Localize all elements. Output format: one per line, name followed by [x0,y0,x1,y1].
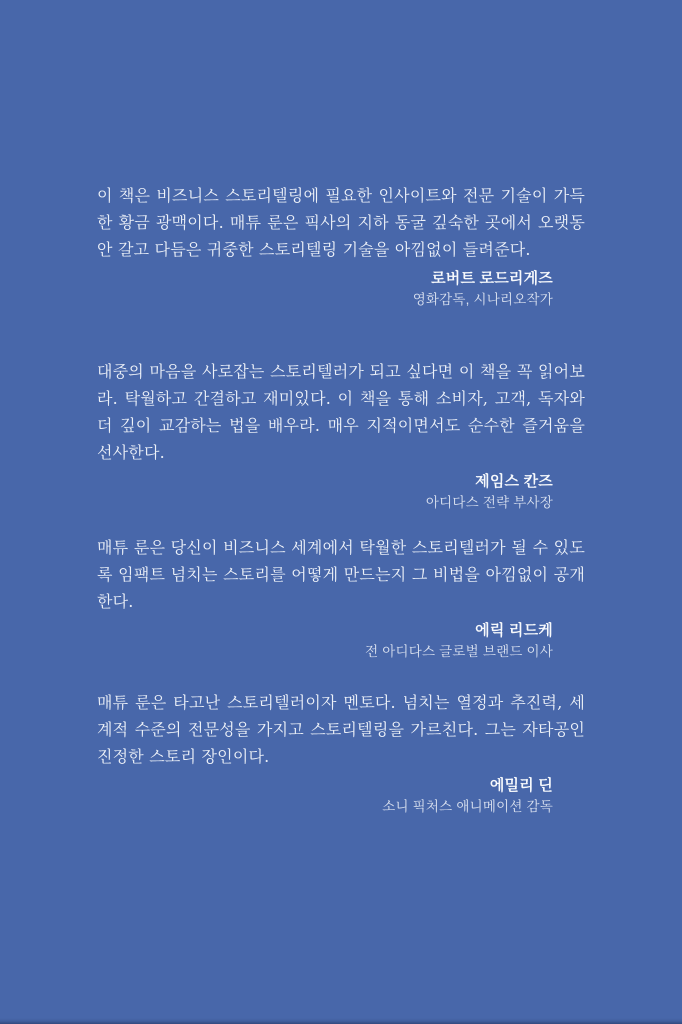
testimonial-block-4 [97,689,585,818]
testimonial-author-title: 소니 픽처스 애니메이션 감독 [382,799,553,814]
testimonial-author-title: 영화감독, 시나리오작가 [412,292,553,307]
testimonial-author-name: 에릭 리드케 [475,622,553,639]
testimonial-author-name: 제임스 칸즈 [475,473,553,490]
testimonial-block-2 [97,358,585,514]
testimonial-author-title: 전 아디다스 글로벌 브랜드 이사 [365,644,553,659]
testimonial-author-name: 로버트 로드리게즈 [431,270,553,287]
testimonial-quote: 대중의 마음을 사로잡는 스토리텔러가 되고 싶다면 이 책을 꼭 읽어보라. 탁월하고 간결하고 재미있다. 이 책을 통해 소비자, 고객, 독자와 더 깊이 교감하는 법을 배우라. 매우 지적이면서도 순수한 즐거움을 선사한다. [97,362,585,462]
testimonial-quote: 이 책은 비즈니스 스토리텔링에 필요한 인사이트와 전문 기술이 가득한 황금 광맥이다. 매튜 룬은 픽사의 지하 동굴 깊숙한 곳에서 오랫동안 갈고 다듬은 귀중한 스토리텔링 기술을 아낌없이 들려준다. [97,186,585,259]
testimonial-author-name: 에밀리 딘 [489,777,553,794]
testimonial-attribution [97,620,585,663]
testimonial-quote: 매튜 룬은 당신이 비즈니스 세계에서 탁월한 스토리텔러가 될 수 있도록 임팩트 넘치는 스토리를 어떻게 만드는지 그 비법을 아낌없이 공개한다. [97,538,585,611]
testimonial-quote: 매튜 룬은 타고난 스토리텔러이자 멘토다. 넘치는 열정과 추진력, 세계적 수준의 전문성을 가지고 스토리텔링을 가르친다. 그는 자타공인 진정한 스토리 장인이다. [97,693,585,766]
testimonial-author-title: 아디다스 전략 부사장 [425,495,553,510]
testimonial-attribution [97,775,585,818]
testimonial-block-1 [97,182,585,311]
testimonial-attribution [97,268,585,311]
testimonial-block-3 [97,534,585,663]
page-bottom-edge-shadow [0,1018,682,1024]
testimonial-attribution [97,471,585,514]
